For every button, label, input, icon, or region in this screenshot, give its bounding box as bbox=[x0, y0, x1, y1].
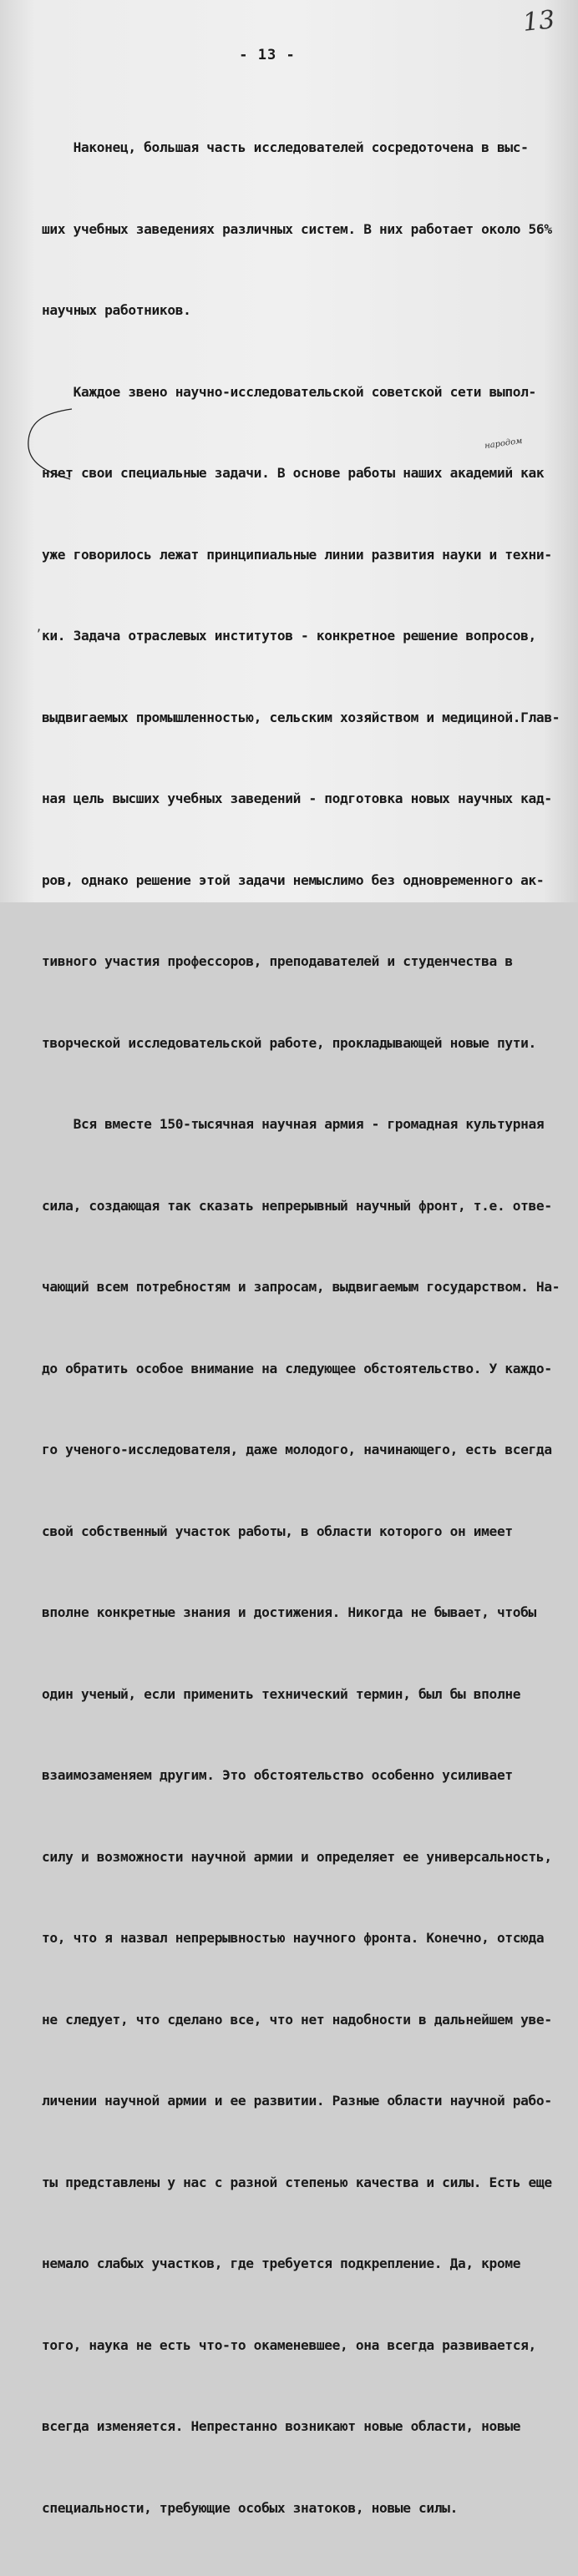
text-line: творческой исследовательской работе, прокладывающей новые пути. bbox=[42, 1034, 536, 1051]
text-line: один ученый, если применить технический термин, был бы вполне bbox=[42, 1685, 521, 1702]
text-line: ров, однако решение этой задачи немыслимо без одновременного ак- bbox=[42, 871, 545, 888]
text-line: специальности, требующие особых знатоков, новые силы. bbox=[42, 2499, 458, 2516]
text-line: уже говорилось лежат принципиальные линии развития науки и техни- bbox=[42, 546, 552, 563]
text-line: выдвигаемых промышленностью, сельским хозяйством и медициной.Глав- bbox=[42, 709, 560, 725]
text-line: научных работников. bbox=[42, 302, 191, 318]
typed-text-body bbox=[42, 80, 566, 2576]
text-line: ная цель высших учебных заведений - подготовка новых научных кад- bbox=[42, 790, 552, 806]
text-line: ки. Задача отраслевых институтов - конкретное решение вопросов, bbox=[42, 628, 536, 644]
text-line: взаимозаменяем другим. Это обстоятельство особенно усиливает bbox=[42, 1767, 513, 1783]
text-line: чающий всем потребностям и запросам, выдвигаемым государством. На- bbox=[42, 1279, 560, 1295]
text-line: личении научной армии и ее развитии. Разные области научной рабо- bbox=[42, 2093, 552, 2109]
text-line: свой собственный участок работы, в области которого он имеет bbox=[42, 1523, 513, 1539]
text-line: того, наука не есть что-то окаменевшее, она всегда развивается, bbox=[42, 2336, 536, 2353]
text-line: силу и возможности научной армии и определяет ее универсальность, bbox=[42, 1848, 552, 1865]
text-line: Каждое звено научно-исследовательской советской сети выпол- bbox=[42, 383, 536, 400]
text-line: вполне конкретные знания и достижения. Никогда не бывает, чтобы bbox=[42, 1604, 536, 1620]
text-line: го ученого-исследователя, даже молодого, начинающего, есть всегда bbox=[42, 1442, 552, 1457]
text-line: сила, создающая так сказать непрерывный научный фронт, т.е. отве- bbox=[42, 1197, 552, 1214]
page-number: - 13 - bbox=[239, 47, 296, 63]
text-line: Вся вместе 150-тысячная научная армия - громадная культурная bbox=[42, 1116, 545, 1132]
text-line: то, что я назвал непрерывностью научного фронта. Конечно, отсюда bbox=[42, 1930, 545, 1946]
margin-tick-mark: ʼ bbox=[35, 628, 43, 641]
text-line: Наконец, большая часть исследователей сосредоточена в выс- bbox=[42, 139, 529, 155]
handwritten-page-number: 13 bbox=[521, 5, 556, 38]
text-line: ших учебных заведениях различных систем. В них работает около 56% bbox=[42, 220, 552, 237]
text-line: не следует, что сделано все, что нет надобности в дальнейшем уве- bbox=[42, 2011, 552, 2028]
handwritten-insert: народом bbox=[484, 436, 524, 452]
text-line: немало слабых участков, где требуется подкрепление. Да, кроме bbox=[42, 2255, 521, 2271]
text-line: до обратить особое внимание на следующее обстоятельство. У каждо- bbox=[42, 1360, 552, 1376]
text-line: всегда изменяется. Непрестанно возникают новые области, новые bbox=[42, 2418, 521, 2434]
text-line: няет свои специальные задачи. В основе работы наших академий как bbox=[42, 465, 545, 481]
text-line: ты представлены у нас с разной степенью качества и силы. Есть еще bbox=[42, 2174, 552, 2190]
text-line: тивного участия профессоров, преподавателей и студенчества в bbox=[42, 953, 513, 969]
